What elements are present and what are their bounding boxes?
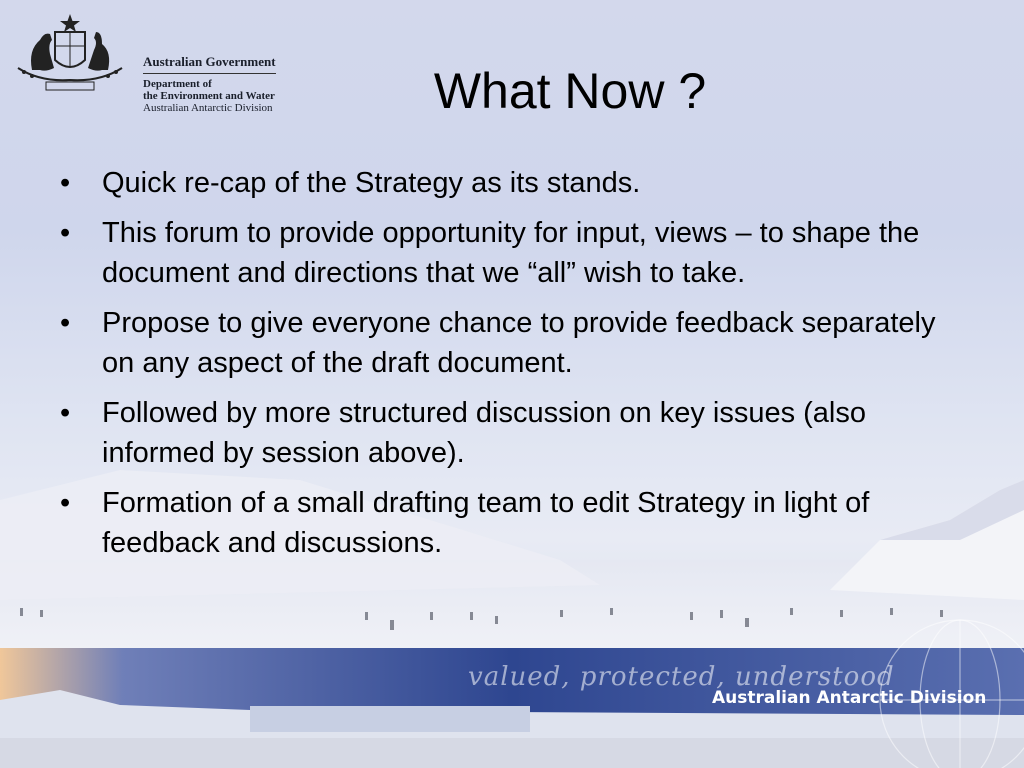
bullet-item bbox=[60, 483, 960, 563]
bullet-icon: • bbox=[60, 217, 71, 249]
bullet-item bbox=[60, 303, 960, 383]
bullet-item bbox=[60, 393, 960, 473]
bullet-list bbox=[60, 163, 960, 573]
bullet-icon: • bbox=[60, 307, 71, 339]
bullet-icon: • bbox=[60, 167, 71, 199]
logo-text bbox=[143, 53, 276, 114]
bullet-icon: • bbox=[60, 397, 71, 429]
bullet-text: Quick re-cap of the Strategy as its stands. bbox=[102, 167, 641, 199]
footer-tagline: valued, protected, understood bbox=[468, 662, 895, 692]
bullet-item bbox=[60, 163, 960, 203]
department-line-2: the Environment and Water bbox=[143, 89, 275, 102]
division-name: Australian Antarctic Division bbox=[143, 102, 273, 115]
bullet-item bbox=[60, 213, 960, 293]
bullet-text: Propose to give everyone chance to provide feedback separately on any aspect of the draft document. bbox=[102, 307, 936, 379]
footer-division-label: Australian Antarctic Division bbox=[712, 688, 987, 708]
slide-title: What Now ? bbox=[433, 63, 707, 119]
department-line-1: Department of bbox=[143, 77, 212, 90]
bullet-icon: • bbox=[60, 487, 71, 519]
bullet-text: This forum to provide opportunity for input, views – to shape the document and directions that we “all” wish to take. bbox=[102, 217, 920, 289]
government-name: Australian Government bbox=[143, 55, 276, 74]
bullet-text: Followed by more structured discussion on key issues (also informed by session above). bbox=[102, 397, 866, 469]
government-logo bbox=[10, 10, 280, 115]
coat-of-arms-icon bbox=[10, 10, 130, 98]
bullet-text: Formation of a small drafting team to edit Strategy in light of feedback and discussions. bbox=[102, 487, 870, 559]
